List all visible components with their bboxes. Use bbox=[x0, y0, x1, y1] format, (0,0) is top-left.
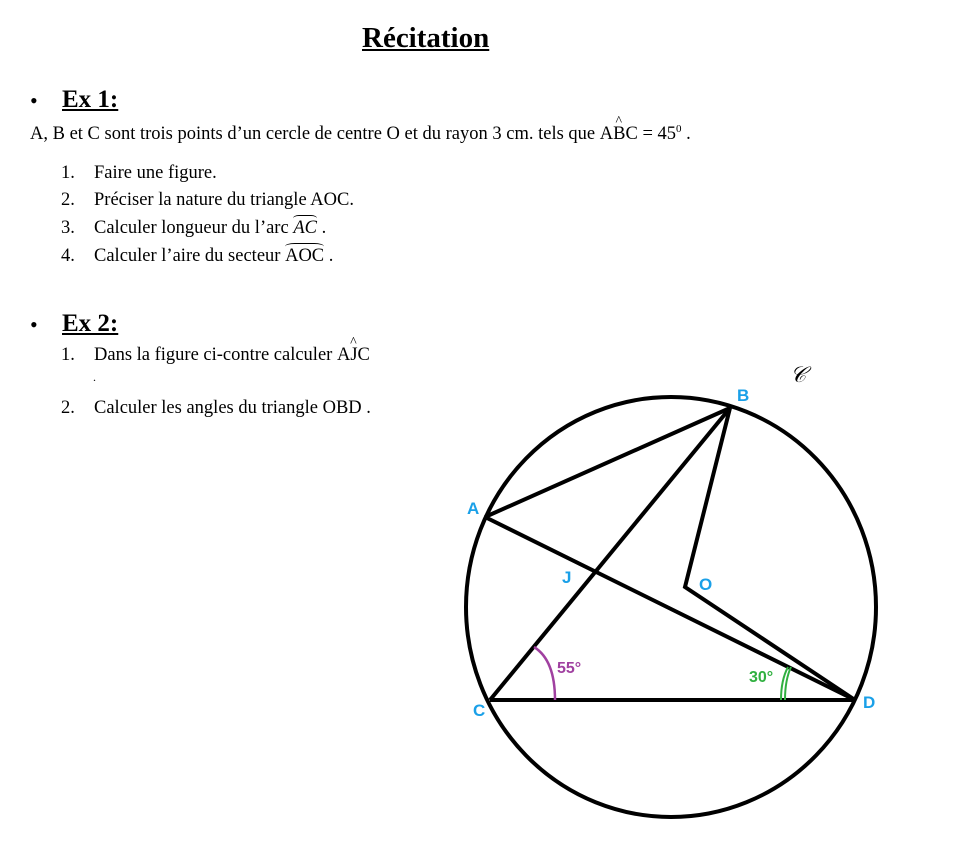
ex1-item-2: 2. Préciser la nature du triangle AOC. bbox=[61, 190, 354, 210]
ex1-heading: Ex 1: bbox=[62, 86, 119, 113]
bullet-icon: • bbox=[30, 312, 38, 337]
ex2-item-1: 1. Dans la figure ci-contre calculer ^ AJC bbox=[61, 345, 370, 366]
angle-55-arc bbox=[534, 647, 555, 700]
arc-ac: AC bbox=[293, 218, 317, 238]
segment-ad bbox=[485, 517, 855, 700]
sector-aoc: AOC bbox=[285, 246, 325, 266]
angle-30-label: 30° bbox=[749, 669, 774, 686]
angle-abc: ^ ABC bbox=[600, 124, 638, 145]
ex1-item-3: 3. Calculer longueur du l’arc AC . bbox=[61, 218, 327, 238]
ex1-statement: A, B et C sont trois points d’un cercle de centre O et du rayon 3 cm. tels que ^ ABC = $45^0$ . bbox=[30, 123, 691, 145]
circle-label: 𝒞 bbox=[790, 363, 807, 388]
angle-ajc: ^ AJC bbox=[337, 345, 370, 366]
point-j-label: J bbox=[562, 568, 572, 587]
point-b-label: B bbox=[737, 386, 750, 405]
point-d-label: D bbox=[863, 693, 876, 712]
angle-30-arc bbox=[781, 667, 791, 700]
point-a-label: A bbox=[467, 499, 480, 518]
point-o-label: O bbox=[699, 575, 713, 594]
ex1-item-1: 1. Faire une figure. bbox=[61, 163, 217, 183]
point-c-label: C bbox=[473, 701, 486, 720]
ex2-heading: Ex 2: bbox=[62, 310, 119, 337]
bullet-icon: • bbox=[30, 88, 38, 113]
angle-55-label: 55° bbox=[557, 660, 582, 677]
ex2-item-1-period: . bbox=[93, 370, 96, 384]
ex1-item-4: 4. Calculer l’aire du secteur AOC . bbox=[61, 246, 334, 266]
page-title: Récitation bbox=[362, 22, 490, 54]
ex2-item-2: 2. Calculer les angles du triangle OBD . bbox=[61, 398, 371, 418]
